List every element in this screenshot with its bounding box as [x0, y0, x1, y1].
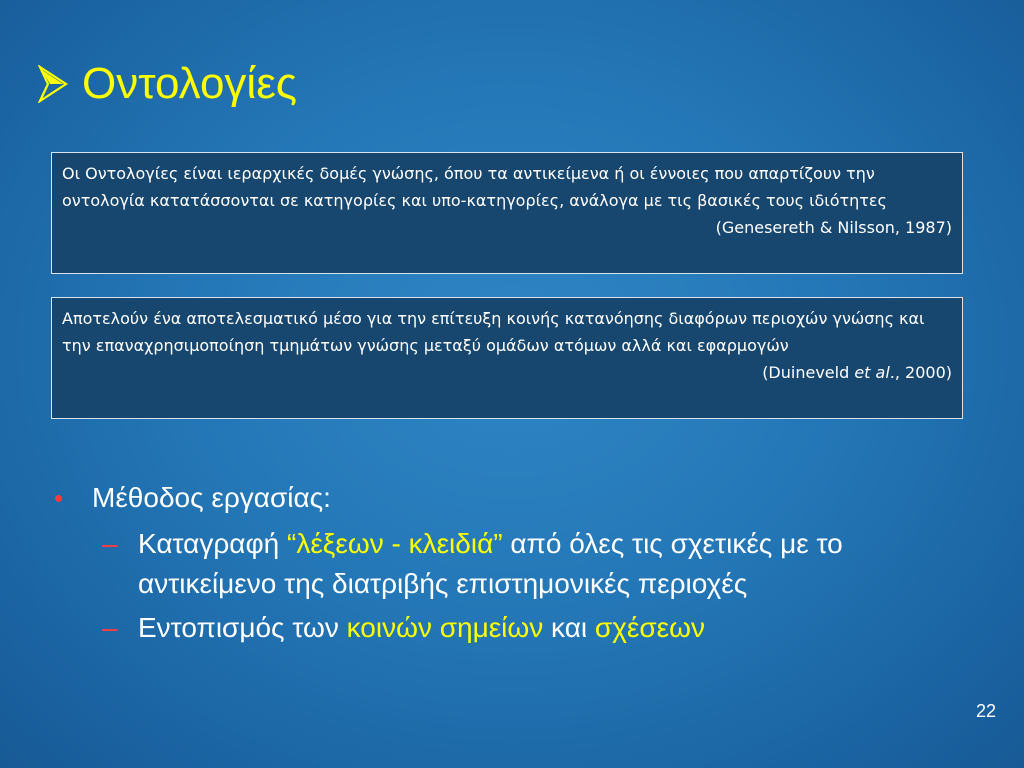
highlighted-common-points: κοινών σημείων — [346, 612, 544, 643]
citation-suffix: ., 2000) — [889, 363, 952, 382]
bullet-dot-icon: • — [54, 483, 64, 513]
text-segment: από όλες τις σχετικές με το αντικείμενο της διατριβής επιστημονικές περιοχές — [138, 528, 843, 599]
bullet-list — [54, 476, 984, 648]
definition-text: Αποτελούν ένα αποτελεσματικό μέσο για την επίτευξη κοινής κατανόησης διαφόρων περιοχών γνώσης και την επαναχρησιμοποίηση τμημάτων γνώσης μεταξύ ομάδων ατόμων αλλά και εφαρμογών — [62, 309, 925, 355]
sub-bullet-common-points — [102, 608, 984, 648]
highlighted-relations: σχέσεων — [594, 612, 705, 643]
sub-bullet-text — [138, 524, 958, 604]
bullet-method-label: Μέθοδος εργασίας: — [92, 482, 331, 513]
sub-bullet-keywords — [102, 524, 984, 604]
bullet-method — [54, 476, 984, 520]
citation — [62, 359, 952, 386]
text-segment: Εντοπισμός των — [138, 612, 347, 643]
definition-text: Οι Οντολογίες είναι ιεραρχικές δομές γνώσης, όπου τα αντικείμενα ή οι έννοιες που απαρτίζουν την οντολογία κατατάσσονται σε κατηγορίες και υπο-κατηγορίες, ανάλογα με τις βασικές τους ιδιότητες — [62, 164, 887, 210]
citation-et-al: et al — [854, 363, 890, 382]
dash-marker-icon: – — [102, 612, 118, 643]
definition-box-ontologies — [51, 152, 963, 274]
arrowhead-bullet-icon — [38, 65, 68, 103]
text-segment: Καταγραφή — [138, 528, 287, 559]
sub-bullet-text — [138, 608, 958, 648]
definition-box-benefits — [51, 297, 963, 419]
highlighted-keywords: “λέξεων - κλειδιά” — [287, 528, 503, 559]
page-number: 22 — [975, 701, 996, 721]
citation-prefix: (Duineveld — [762, 363, 855, 382]
slide-title: Οντολογίες — [82, 59, 298, 108]
dash-marker-icon: – — [102, 528, 118, 559]
slide-title-row — [38, 56, 297, 112]
text-segment: και — [543, 612, 595, 643]
citation: (Genesereth & Nilsson, 1987) — [715, 218, 952, 237]
